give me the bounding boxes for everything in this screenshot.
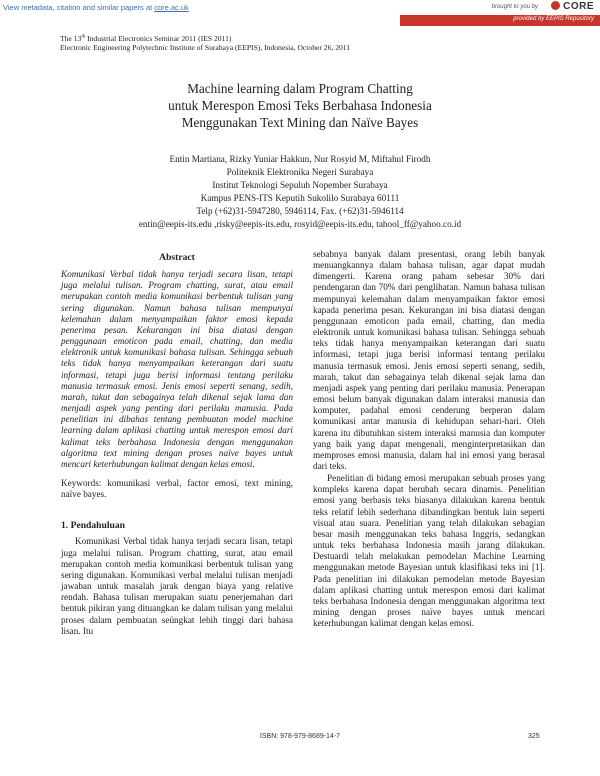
section-heading-pendahuluan: 1. Pendahuluan: [61, 520, 125, 532]
provided-by-link[interactable]: provided by EEPIS Repository: [513, 16, 594, 22]
affiliation-1: Politeknik Elektronika Negeri Surabaya: [226, 167, 374, 177]
author-emails: entin@eepis-its.edu ,risky@eepis-its.edu, rosyid@eepis-its.edu, tahool_ff@yahoo.co.id: [138, 219, 462, 229]
affiliation-2: Institut Teknologi Sepuluh Nopember Surabaya: [212, 180, 388, 190]
intro-paragraph-1: Komunikasi Verbal tidak hanya terjadi secara lisan, tetapi juga melalui tulisan. Program chatting, surat, atau email merupakan contoh media komunikasi berbentuk tulisan yang sering digunakan. Komunikasi verbal melalui tulisan menjadi jawaban untuk masalah jarak dengan biaya yang relative rendah. Bahasa tulisan merupakan suatu penerjemahan dari bentuk pikiran yang dituangkan ke dalam tulisan yang melalui proses dalam pembuatan seüngkat lebih tinggi dari bahasa lisan. Itu: [61, 536, 293, 636]
conference-name: [60, 34, 231, 43]
core-logo-text: CORE: [563, 1, 594, 12]
abstract-body: Komunikasi Verbal tidak hanya terjadi secara lisan, tetapi juga melalui tulisan. Program chatting, surat, atau email merupakan contoh media komunikasi berbentuk tulisan yang sering digunakan. Namun bahasa tulisan mempunyai kelemahan dalam menyampaikan faktor emosi kepada penerima pesan. Kekurangan ini bisa diatasi dengan penggunaan emoticon pada email, chatting, dan media elektronik untuk komunikasi bahasa tulisan. Sehingga sebuah teks tidak hanya menyampaikan keterangan dari suatu informasi, tetapi juga berisi informasi tentang perilaku manusia termasuk emosi. Jenis emosi seperti senang, sedih, marah, takut dan sebagainya telah dikenal sejak lama dan menjadi aspek yang penting dari perilaku manusia. Pada penelitian ini dibahas tentang pembuatan model machine learning dalam aplikasi chatting untuk merespon emosi dari kalimat teks berbahasa Indonesia dengan menggunakan algoritma text mining dengan proses naïve bayes untuk mencari keterhubungan kalimat dengan kelas emosi.: [61, 269, 293, 469]
core-link-site[interactable]: core.ac.uk: [154, 3, 189, 12]
author-names: Entin Martiana, Rizky Yuniar Hakkun, Nur Rosyid M, Miftahul Firodh: [169, 154, 431, 164]
address: Kampus PENS-ITS Keputih Sukolilo Surabaya 60111: [200, 193, 400, 203]
left-column: [61, 252, 293, 637]
core-metadata-link[interactable]: [3, 3, 189, 12]
right-column: [313, 249, 545, 629]
paper-title-line-3: Menggunakan Text Mining dan Naïve Bayes: [181, 115, 419, 130]
conf-line1-pre: The 13: [60, 34, 82, 43]
core-logo-icon: [551, 1, 560, 10]
right-paragraph-2: Penelitian di bidang emosi merupakan sebuah proses yang kompleks karena dapat berubah secara dinamis. Penelitian emosi yang berbasis teks biasanya dilakukan karena bentuk teks relatif lebih sederhana dibandingkan bentuk lain seperti visual atau suara. Penelitian yang telah dilakukan sebagian besar masih menggunakan teks bahasa Inggris, sedangkan untuk teks berbahasa Indonesia masih jarang dilakukan. Destuardi telah melakukan pemodelan Machine Learning menggunakan metode Bayesian untuk klasifikasi teks ini [1]. Pada penelitian ini dilakukan pemodelan metode Bayesian dalam aplikasi chatting untuk merespon emosi dari kalimat teks berbahasa Indonesia dengan menggunakan algoritma text mining dengan proses naïve bayes untuk mencari keterhubungan kalimat dengan kelas emosi.: [313, 473, 545, 629]
core-logo[interactable]: [551, 1, 594, 12]
abstract-heading: Abstract: [159, 252, 195, 263]
core-link-text: View metadata, citation and similar papers at: [3, 3, 155, 12]
conference-host: Electronic Engineering Polytechnic Institute of Surabaya (EEPIS), Indonesia, October 26, 2011: [60, 43, 351, 52]
conf-line1-post: Industrial Electronics Seminar 2011 (IES 2011): [85, 34, 232, 43]
core-banner: [0, 0, 600, 26]
conf-line1-sup: th: [81, 34, 86, 40]
right-paragraph-1: sebabnya banyak dalam presentasi, orang lebih banyak menuangkannya dalam bahasa tulisan, agar dapat mudah dimengerti. Karena orang paham sebesar 30% dari pendengaran dan 70% dari penglihatan. Namun bahasa tulisan mempunyai kelemahan dalam menyampaikan faktor emosi kapada penerima pesan. Kekurangan ini bisa diatasi dengan penggunaan emoticon pada email, chatting, dan media elektronik untuk komunikasi bahasa tulisan. Sehingga sebuah teks tidak hanya menyampaikan keterangan dari suatu informasi, tetapi juga berisi informasi tentang perilaku manusia termasuk emosi. Jenis emosi seperti senang, sedih, marah, takut dan sebagainya telah dikenal sejak lama dan menjadi aspek yang penting dari perilaku manusia. Penerapan emosi belum banyak digunakan dalam interaksi manusia dan komputer, padahal emosi cenderung berperan dalam komunikasi antar manusia di kehidupan sehari-hari. Oleh karena itu dibutuhkan sistem interaksi manusia dan komputer yang baik yang dapat mengenali, menginterpretasikan dan memproses emosi manusia, dalam hal ini emosi yang berasal dari teks.: [313, 249, 545, 471]
page-number: 325: [528, 733, 540, 740]
paper-title-line-2: untuk Merespon Emosi Teks Berbahasa Indonesia: [168, 98, 432, 113]
phone-fax: Telp (+62)31-5947280, 5946114, Fax. (+62)31-5946114: [196, 206, 404, 216]
brought-by-text: brought to you by: [491, 4, 538, 10]
isbn: ISBN: 978-979-8689-14-7: [259, 733, 341, 740]
paper-title-line-1: Machine learning dalam Program Chatting: [187, 81, 413, 96]
keywords: Keywords: komunikasi verbal, factor emosi, text mining, naïve bayes.: [61, 477, 293, 500]
